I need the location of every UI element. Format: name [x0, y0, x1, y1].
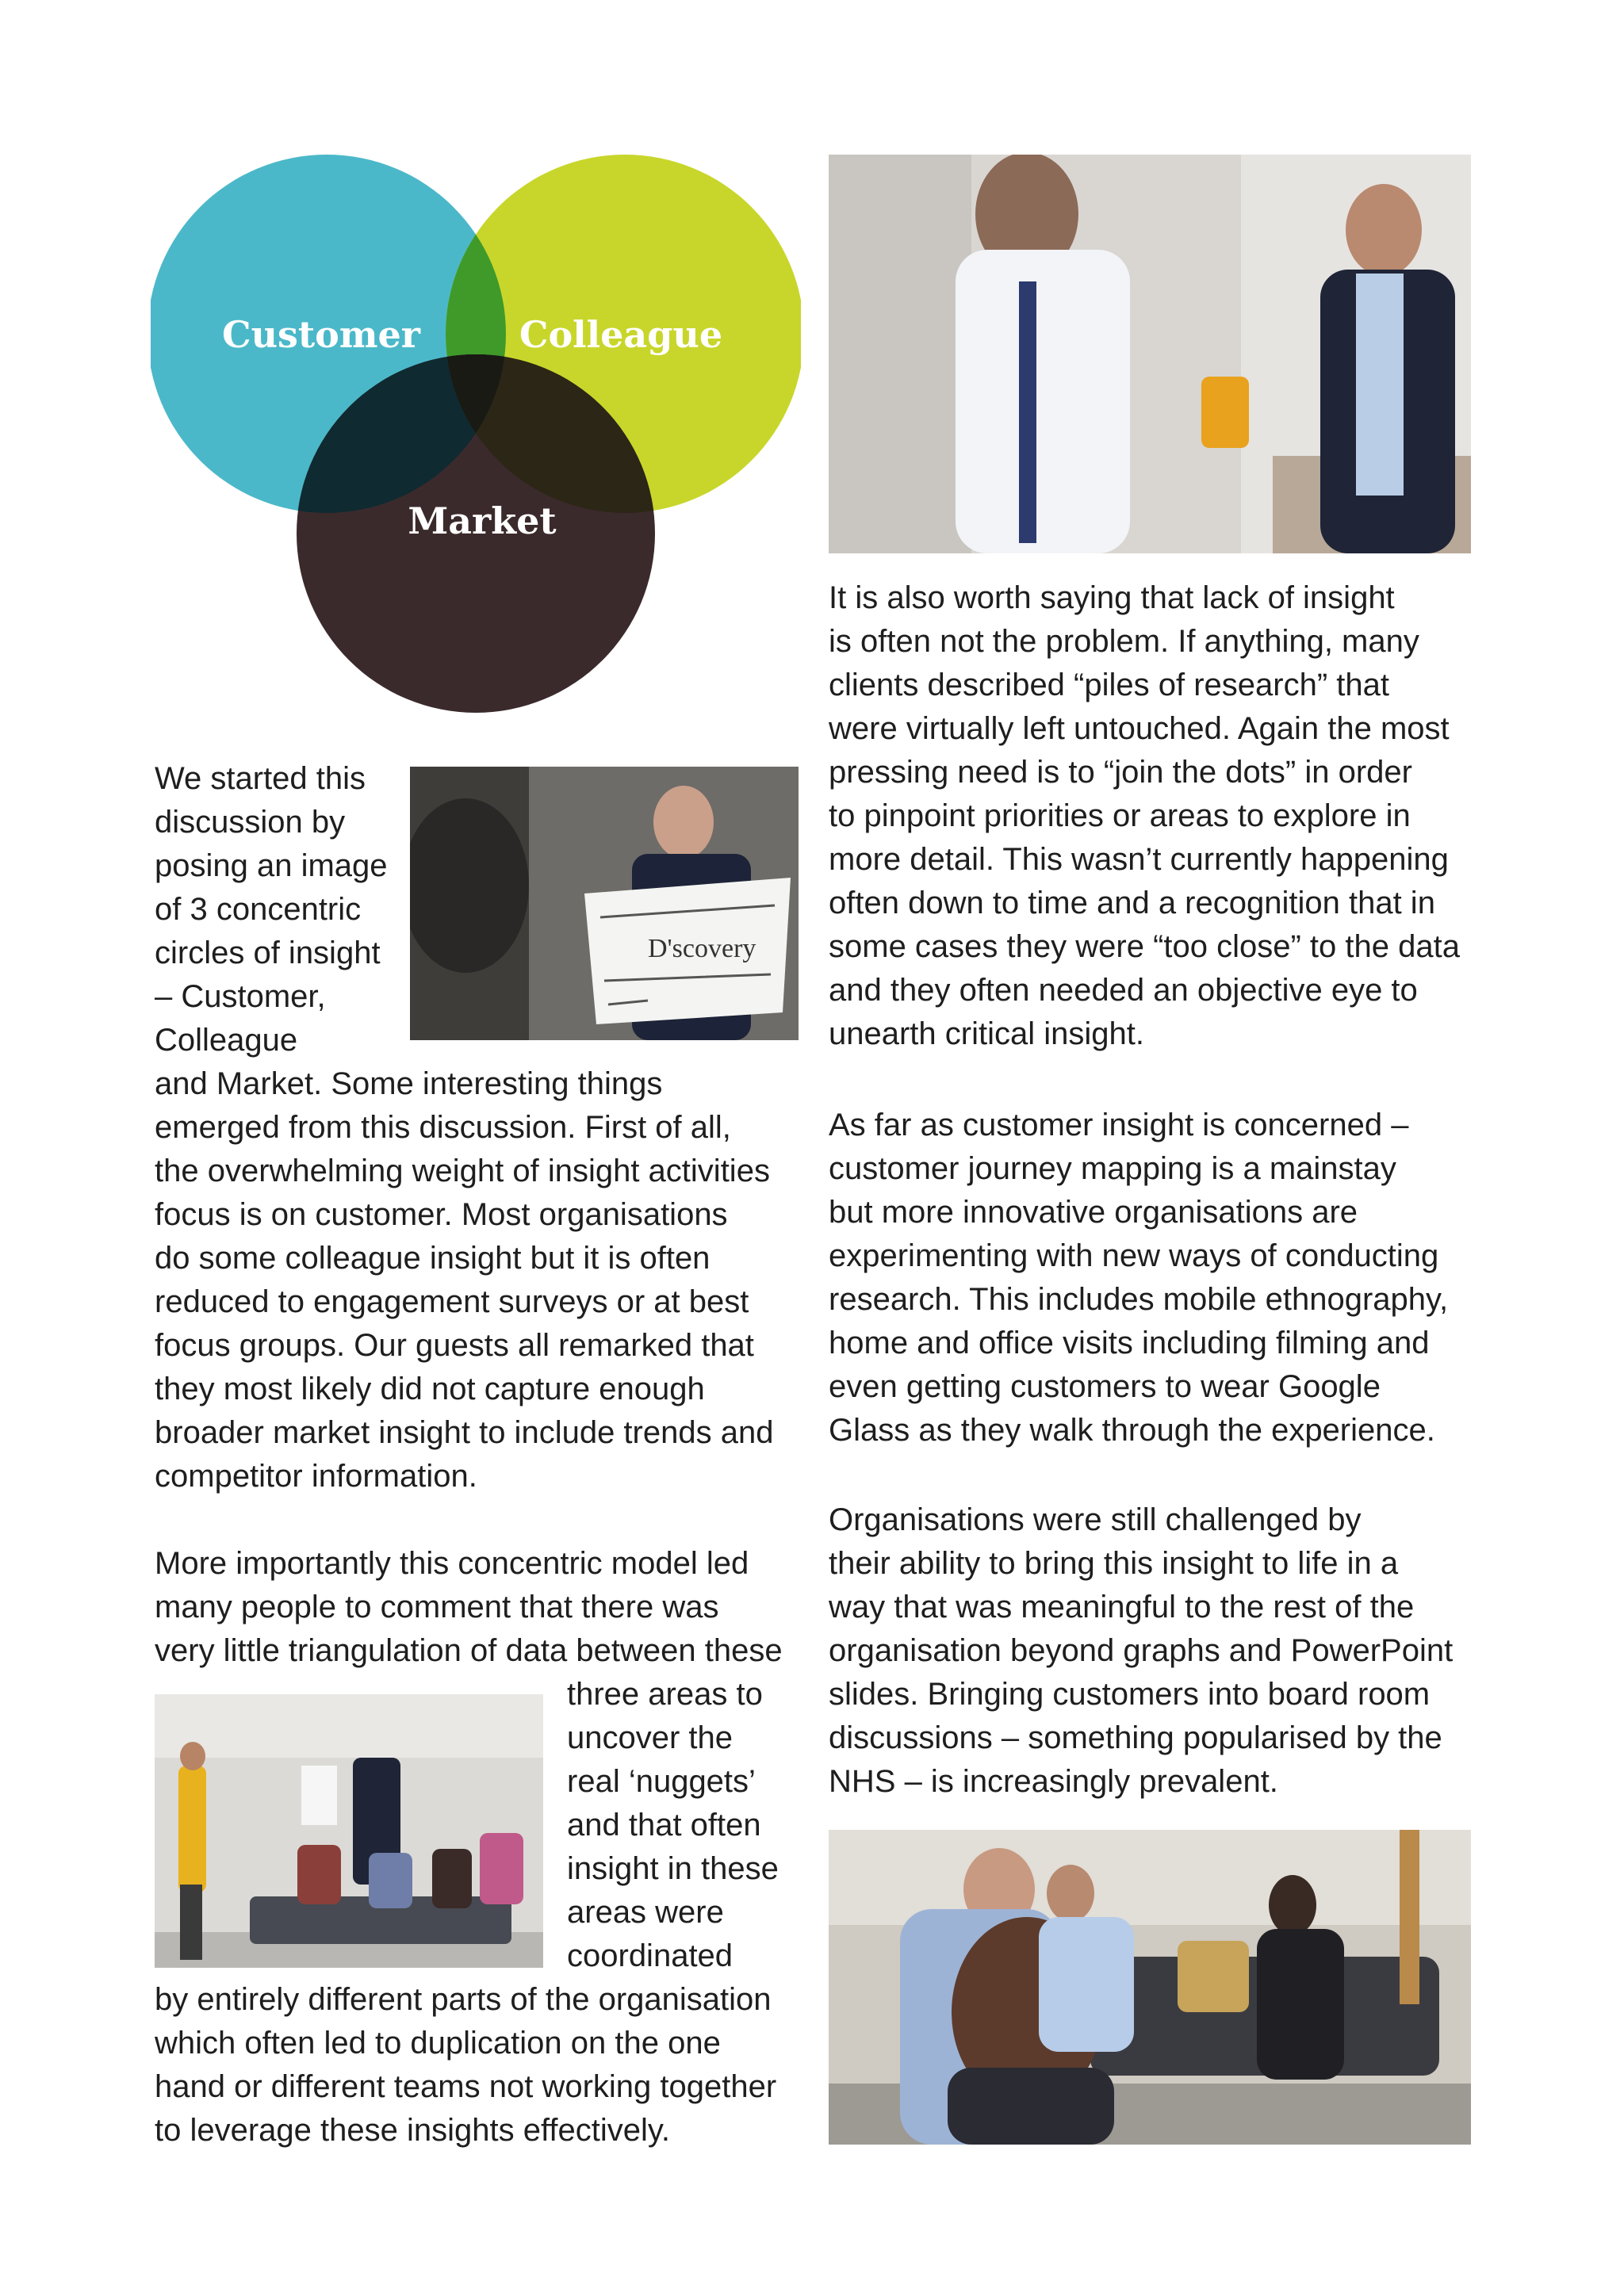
text-line: focus groups. Our guests all remarked that [155, 1328, 754, 1363]
left-paragraph-2 [155, 1542, 783, 1673]
text-line: but more innovative organisations are [829, 1195, 1358, 1230]
text-line: NHS – is increasingly prevalent. [829, 1764, 1278, 1799]
text-line: discussion by [155, 805, 346, 840]
right-paragraph-1 [829, 576, 1460, 1056]
text-line: posing an image [155, 848, 388, 883]
text-line: focus is on customer. Most organisations [155, 1197, 728, 1232]
right-paragraph-2 [829, 1104, 1448, 1452]
text-line: do some colleague insight but it is often [155, 1241, 710, 1276]
text-line: three areas to [567, 1677, 763, 1712]
text-line: coordinated [567, 1938, 733, 1973]
text-line: home and office visits including filming and [829, 1326, 1430, 1360]
text-line: experimenting with new ways of conducting [829, 1238, 1439, 1273]
text-line: Colleague [155, 1023, 298, 1058]
text-line: discussions – something popularised by the [829, 1720, 1442, 1755]
text-line: We started this [155, 761, 366, 796]
text-line: unearth critical insight. [829, 1016, 1144, 1051]
text-line: Organisations were still challenged by [829, 1502, 1362, 1537]
market-label: Market [408, 499, 557, 542]
text-line: organisation beyond graphs and PowerPoint [829, 1633, 1454, 1668]
text-line: is often not the problem. If anything, many [829, 624, 1419, 659]
right-paragraph-3 [829, 1498, 1453, 1804]
text-line: some cases they were “too close” to the data [829, 929, 1460, 964]
text-line: and Market. Some interesting things [155, 1066, 663, 1101]
text-line: pressing need is to “join the dots” in order [829, 755, 1412, 790]
text-line: way that was meaningful to the rest of the [829, 1590, 1415, 1624]
text-line: reduced to engagement surveys or at best [155, 1284, 749, 1319]
text-line: of 3 concentric [155, 892, 362, 927]
text-line: areas were [567, 1895, 724, 1930]
text-line: Glass as they walk through the experience. [829, 1413, 1435, 1448]
text-line: were virtually left untouched. Again the most [829, 711, 1450, 746]
text-line: insight in these [567, 1851, 779, 1886]
group-meeting-room-photo [155, 1694, 543, 1968]
text-line: uncover the [567, 1720, 733, 1755]
text-line: often down to time and a recognition that in [829, 886, 1435, 920]
text-line: and that often [567, 1808, 761, 1843]
text-line: It is also worth saying that lack of insight [829, 580, 1395, 615]
text-line: to pinpoint priorities or areas to explore in [829, 798, 1411, 833]
venn-diagram [151, 155, 801, 714]
colleague-label: Colleague [519, 313, 723, 356]
text-line: broader market insight to include trends and [155, 1415, 774, 1450]
text-line: emerged from this discussion. First of all, [155, 1110, 731, 1145]
text-line: circles of insight [155, 936, 381, 970]
customer-label: Customer [221, 313, 421, 356]
left-paragraph-2-end [155, 1978, 776, 2152]
text-line: hand or different teams not working together [155, 2069, 777, 2104]
text-line: very little triangulation of data between these [155, 1633, 783, 1668]
text-line: real ‘nuggets’ [567, 1764, 756, 1799]
text-line: the overwhelming weight of insight activities [155, 1154, 770, 1188]
text-line: customer journey mapping is a mainstay [829, 1151, 1396, 1186]
text-line: by entirely different parts of the organisation [155, 1982, 772, 2017]
text-line: clients described “piles of research” that [829, 668, 1389, 702]
left-paragraph-1 [155, 1062, 773, 1498]
text-line: even getting customers to wear Google [829, 1369, 1381, 1404]
two-men-sharing-snack-photo [829, 155, 1471, 553]
text-line: research. This includes mobile ethnography, [829, 1282, 1449, 1317]
svg-text:D'scovery: D'scovery [648, 934, 756, 963]
text-line: to leverage these insights effectively. [155, 2113, 670, 2148]
text-line: which often led to duplication on the one [155, 2026, 721, 2061]
text-line: many people to comment that there was [155, 1590, 719, 1624]
left-paragraph-2-wrapped [567, 1673, 779, 1978]
text-line: slides. Bringing customers into board room [829, 1677, 1431, 1712]
people-seated-on-sofas-photo [829, 1830, 1471, 2145]
text-line: More importantly this concentric model led [155, 1546, 749, 1581]
text-line: they most likely did not capture enough [155, 1372, 705, 1406]
text-line: their ability to bring this insight to life in a [829, 1546, 1399, 1581]
text-line: – Customer, [155, 979, 326, 1014]
text-line: more detail. This wasn’t currently happening [829, 842, 1449, 877]
text-line: competitor information. [155, 1459, 477, 1494]
man-holding-discovery-sketch-board-photo [410, 767, 799, 1040]
text-line: and they often needed an objective eye to [829, 973, 1418, 1008]
text-line: As far as customer insight is concerned – [829, 1108, 1409, 1142]
left-intro-wrapped [155, 757, 388, 1062]
